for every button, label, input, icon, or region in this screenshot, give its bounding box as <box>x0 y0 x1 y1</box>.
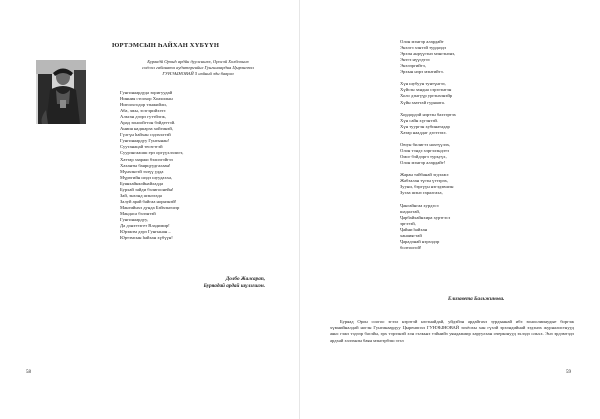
poem-line: Арад зоноойгтон бэйдегтэй. <box>120 120 176 126</box>
poem-line: болтоогой! <box>400 244 422 250</box>
poem-line: Хатар нааддаг дэгэтэхэ. <box>400 129 447 135</box>
poem-line: Олон тэндэ хэргэлэндэтэ <box>400 147 450 153</box>
poem-line: Ҷангайнгаа хурдэсэ <box>400 202 439 208</box>
poem-line: Хаттар зааржи бэлиэгэйгээ <box>120 156 173 162</box>
poem-line: Ҷайни һайхан <box>400 226 428 232</box>
poem-body <box>120 90 183 241</box>
poem-line: ханаиягтай <box>400 232 422 238</box>
page-number-right: 59 <box>566 370 571 375</box>
poem-line: шадалтай, <box>400 208 420 214</box>
poem-line: Юртэмсын һайхан хүбүүн! <box>120 235 173 241</box>
poem-line: Зай, энхэнд шэнэгада <box>120 192 162 198</box>
author-name: Долбо Жалсарап, <box>225 276 265 282</box>
poem-line: эргэтэй, <box>400 220 416 226</box>
poem-line: Хаханты баярцуудгалаан! <box>120 162 171 168</box>
poem-line: Буянхайнкэйнайладда <box>120 180 164 186</box>
poem-line: Хүн шубуун тунтүнгээ, <box>400 81 446 87</box>
poem-line: Юрэжэм дэрэ Гунгынан – <box>120 229 171 235</box>
poem-line: Альтан дээрэ гуттйэгж, <box>120 114 166 120</box>
poem-line: Мангийнхэ дунда Бэйхэнгшэр <box>120 204 180 210</box>
poem-line: Залуй арай байгаа норнэнэй! <box>120 198 177 204</box>
poem-line: Энхэгэ хэнтэй турдаэдэ <box>400 45 447 51</box>
poem-line: Жаран тайбанай эгдэлжэ <box>400 172 449 178</box>
poem-line: Зууни, бэргүүн нэгэдэвшэн <box>400 184 454 190</box>
poem-line: Нинния стоохор Хоахилын <box>120 96 173 102</box>
poem-line: Хүйн зааттай гуряаата. <box>400 99 445 105</box>
poem-dedication <box>118 59 278 77</box>
poem-line: Эрхын нэрэ мэнтийтэ. <box>400 69 444 75</box>
dedication-line: ГУНЭЫНОВАЙ 5 нэйний эдн баврга <box>162 70 234 76</box>
poem-line: Хүйсэн зандна сэрэгэнтэн <box>400 87 452 93</box>
poem-line: Гунгинаардуда зоригуудай <box>120 90 173 95</box>
poem-body-right <box>400 39 456 251</box>
portrait-photo <box>36 60 86 124</box>
author-signature-right: Елизавета Бальжинова. <box>448 296 505 302</box>
prose-paragraph: Буряад Орон соогоо эгээл нэрэтэй нэгэнайдай, уйдэйэн ардайгахэ зурдыннай ибэ зоноолиинудые боргэж хүмнийналдай ногэн Гунгинаардуу Цыренппэл ГУНЭЫНОВАЙ зохёохы хан гүхэй эрхэндийнай эздэнэх журналистнууд аянс гэжэ тэдээр басэйн, эрх тэрээнэй хэн гэлкьнэ тэйнийэ уяндажиир харуулхан очерконууд эхлэдэ ольхх. Энэ эрдэмтэдэ ардхай хэлэхнэн баян мэнгэрбэш эгэл <box>330 319 574 343</box>
author-signature <box>204 276 265 289</box>
poem-line: Омог бэйдэргэ турьуүх, <box>400 154 447 160</box>
dedication-line: Бурвадй Оронһ ардйи дуулсншээ, Оросэй Холбоониэ <box>147 59 249 64</box>
poem-line: Хордордэй нэртэн бахтэртэх <box>400 111 456 117</box>
poem-title: ЮРТЭМСЫН ҺАЙХАН ХҮБҮҮН <box>112 42 220 49</box>
poem-line: Ҷарадэнай нэрхэдэр <box>400 238 440 244</box>
poem-line: Аниия надшарза хойгинэй, <box>120 126 173 132</box>
poem-line: Хүн сайн хүгэнтэй. <box>400 117 439 123</box>
poem-line: Ҷарбайхайнхира хуртгэсэ <box>400 214 451 220</box>
author-role: Буряадай ардай шүлэгшэн. <box>203 282 265 289</box>
poem-line: Гүлгүн һайхан сэдэхэлтэй <box>120 132 171 138</box>
poem-line: Хүн туургэн хубинатадар <box>400 123 450 129</box>
poem-line: Энтгэ нүүгдтээ <box>400 57 430 63</box>
poem-line: Мүрөгийн шэдэ шуудахха, <box>120 174 173 180</box>
poem-line: Аба, эжы, эсэгэрийхэтэ <box>120 108 166 114</box>
poem-line: Нигоохгодор тэнжийли, <box>120 102 167 108</box>
poem-line: Жабзалан түгэн үттэрэх, <box>400 178 449 184</box>
poem-line: Зугаа шэнэ гаралгаха, <box>400 190 443 196</box>
poem-line: Эрхэн әнрүүгэнэ мэнгэнэнэ, <box>400 51 456 57</box>
poem-line: Оюун билигтэ нахтүүлэх, <box>400 141 451 147</box>
poem-line: Гунгинаардуу, <box>120 216 148 222</box>
poem-line: Мүнхэнгэй зэлүү удда <box>120 168 164 174</box>
dedication-line: соёоол габаната аудитөргийнг Гунгинаардия Цырэнппэл <box>142 64 254 70</box>
poem-line: Холо дэнгүүр ургэнхэнэйр <box>400 93 453 99</box>
poem-line: Да дэнэттэгет Владимир! <box>120 223 170 229</box>
poem-line: Мандаса бэлэнтэй <box>120 210 156 216</box>
poem-line: Олон мэнгэр алардайт <box>400 39 444 44</box>
poem-line: Энхээргийтэ, <box>400 63 427 69</box>
poem-line: Суутанацай теозгтгэй <box>120 144 163 150</box>
page-number-left: 58 <box>26 370 31 375</box>
poem-line: Олон мэнгэр алардайт! <box>400 160 446 166</box>
poem-line: Суурэнгаашш ерэ оргүүхлэлигэ, <box>120 150 184 156</box>
poem-line: Бурхай зайди бэлигоонейн! <box>120 186 174 192</box>
poem-line: Гунгинаардуу Гунгынан! <box>120 138 170 144</box>
